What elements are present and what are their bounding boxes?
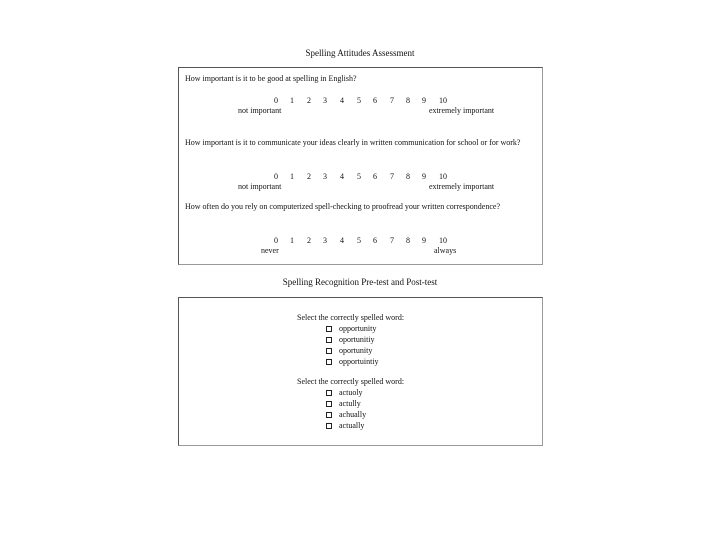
question-3-text: How often do you rely on computerized spell-checking to proofread your written correspondence? xyxy=(185,202,500,211)
scale-option-1[interactable]: 1 xyxy=(290,96,294,105)
scale-option-2[interactable]: 2 xyxy=(307,96,311,105)
scale-option-2[interactable]: 2 xyxy=(307,172,311,181)
scale-option-9[interactable]: 9 xyxy=(422,172,426,181)
scale-option-2[interactable]: 2 xyxy=(307,236,311,245)
question-2-scale xyxy=(179,171,544,197)
scale-option-10[interactable]: 10 xyxy=(439,172,447,181)
answer-option-label: actully xyxy=(339,399,361,408)
scale-option-0[interactable]: 0 xyxy=(274,236,278,245)
scale-option-6[interactable]: 6 xyxy=(373,96,377,105)
scale-option-1[interactable]: 1 xyxy=(290,236,294,245)
scale-option-10[interactable]: 10 xyxy=(439,236,447,245)
scale-low-label: not important xyxy=(238,182,282,191)
checkbox-icon[interactable] xyxy=(326,326,332,332)
recognition-instruction: Select the correctly spelled word: xyxy=(297,313,405,322)
checkbox-icon[interactable] xyxy=(326,390,332,396)
scale-option-8[interactable]: 8 xyxy=(406,236,410,245)
answer-option-label: opportuintiy xyxy=(339,357,379,366)
scale-high-label: extremely important xyxy=(429,182,495,191)
scale-option-7[interactable]: 7 xyxy=(390,96,394,105)
scale-option-7[interactable]: 7 xyxy=(390,172,394,181)
answer-option-label: oportunitiy xyxy=(339,335,375,344)
scale-option-6[interactable]: 6 xyxy=(373,172,377,181)
scale-option-4[interactable]: 4 xyxy=(340,236,344,245)
scale-low-label: never xyxy=(261,246,279,255)
scale-option-0[interactable]: 0 xyxy=(274,172,278,181)
scale-option-9[interactable]: 9 xyxy=(422,96,426,105)
scale-option-1[interactable]: 1 xyxy=(290,172,294,181)
answer-option[interactable] xyxy=(326,323,497,334)
question-3-scale xyxy=(179,235,544,261)
recognition-panel xyxy=(178,297,543,446)
answer-option-label: actually xyxy=(339,421,365,430)
recognition-instruction: Select the correctly spelled word: xyxy=(297,377,405,386)
recognition-item-2 xyxy=(297,376,497,431)
answer-option-label: opportunity xyxy=(339,324,377,333)
scale-option-4[interactable]: 4 xyxy=(340,96,344,105)
recognition-title: Spelling Recognition Pre-test and Post-test xyxy=(282,277,438,287)
answer-option[interactable] xyxy=(326,420,497,431)
answer-option-label: achually xyxy=(339,410,367,419)
answer-option[interactable] xyxy=(326,387,497,398)
scale-option-8[interactable]: 8 xyxy=(406,96,410,105)
answer-option[interactable] xyxy=(326,409,497,420)
answer-option-label: oportunity xyxy=(339,346,373,355)
answer-option[interactable] xyxy=(326,334,497,345)
attitudes-title: Spelling Attitudes Assessment xyxy=(305,48,415,58)
scale-option-3[interactable]: 3 xyxy=(323,236,327,245)
checkbox-icon[interactable] xyxy=(326,337,332,343)
answer-option[interactable] xyxy=(326,398,497,409)
checkbox-icon[interactable] xyxy=(326,359,332,365)
question-2-text: How important is it to communicate your ideas clearly in written communication for school or for work? xyxy=(185,138,521,147)
checkbox-icon[interactable] xyxy=(326,401,332,407)
answer-option-label: actuoly xyxy=(339,388,363,397)
attitudes-panel xyxy=(178,67,543,265)
scale-high-label: extremely important xyxy=(429,106,495,115)
scale-option-3[interactable]: 3 xyxy=(323,172,327,181)
scale-option-8[interactable]: 8 xyxy=(406,172,410,181)
checkbox-icon[interactable] xyxy=(326,348,332,354)
checkbox-icon[interactable] xyxy=(326,412,332,418)
scale-option-10[interactable]: 10 xyxy=(439,96,447,105)
answer-option[interactable] xyxy=(326,356,497,367)
scale-option-5[interactable]: 5 xyxy=(357,172,361,181)
question-1-text: How important is it to be good at spelling in English? xyxy=(185,74,357,83)
scale-option-3[interactable]: 3 xyxy=(323,96,327,105)
scale-option-4[interactable]: 4 xyxy=(340,172,344,181)
scale-option-0[interactable]: 0 xyxy=(274,96,278,105)
checkbox-icon[interactable] xyxy=(326,423,332,429)
scale-option-9[interactable]: 9 xyxy=(422,236,426,245)
scale-option-6[interactable]: 6 xyxy=(373,236,377,245)
scale-option-7[interactable]: 7 xyxy=(390,236,394,245)
question-1-scale xyxy=(179,95,544,121)
scale-option-5[interactable]: 5 xyxy=(357,236,361,245)
recognition-item-1 xyxy=(297,312,497,367)
scale-option-5[interactable]: 5 xyxy=(357,96,361,105)
scale-low-label: not important xyxy=(238,106,282,115)
answer-option[interactable] xyxy=(326,345,497,356)
scale-high-label: always xyxy=(434,246,457,255)
